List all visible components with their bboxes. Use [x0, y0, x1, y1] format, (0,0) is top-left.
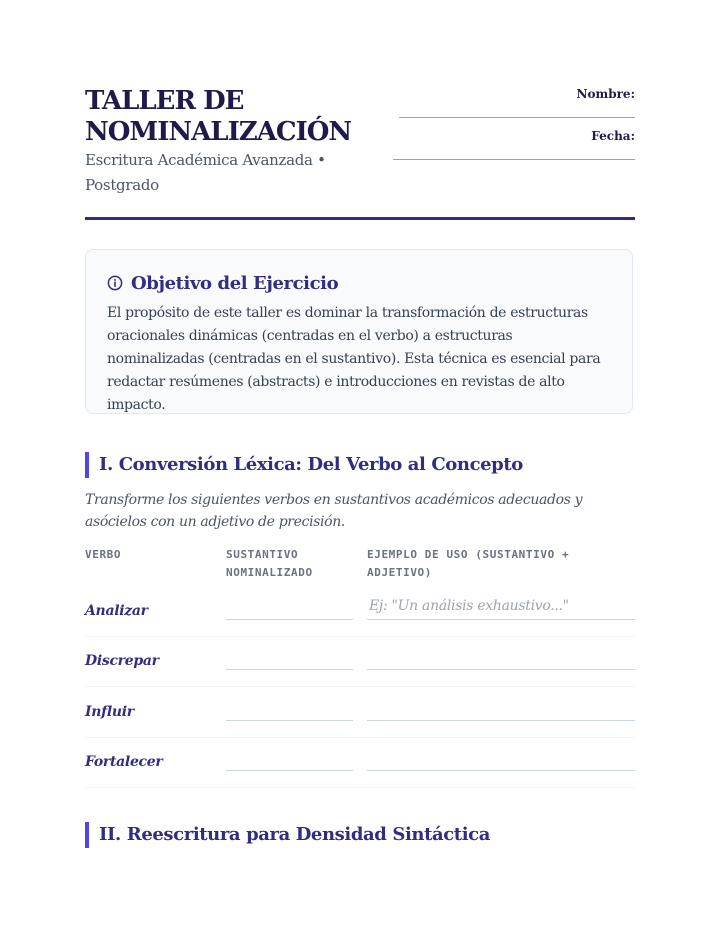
column-header-verb: VERBO	[85, 548, 122, 561]
verb-cell: Fortalecer	[85, 754, 163, 770]
date-field[interactable]	[393, 159, 635, 160]
example-input[interactable]	[367, 642, 635, 670]
section-1-heading	[85, 452, 635, 478]
info-icon	[107, 275, 123, 291]
verb-cell: Influir	[85, 704, 134, 720]
table-row	[85, 637, 635, 687]
example-input[interactable]	[367, 592, 635, 620]
name-label: Nombre:	[576, 87, 635, 101]
worksheet-header	[85, 86, 635, 222]
name-field[interactable]	[399, 117, 635, 118]
date-label: Fecha:	[591, 129, 635, 143]
column-header-example: EJEMPLO DE USO (SUSTANTIVO + ADJETIVO)	[367, 548, 570, 579]
example-input[interactable]	[367, 743, 635, 771]
column-header-noun: SUSTANTIVO NOMINALIZADO	[226, 548, 313, 579]
noun-input[interactable]	[226, 693, 353, 721]
section-1-instruction: Transforme los siguientes verbos en sustantivos académicos adecuados y asócielos con un adjetivo de precisión.	[85, 492, 583, 530]
example-input[interactable]	[367, 693, 635, 721]
verb-cell: Discrepar	[85, 653, 159, 669]
section-1-title: I. Conversión Léxica: Del Verbo al Concepto	[99, 454, 523, 475]
worksheet-page	[85, 86, 635, 845]
table-row	[85, 587, 635, 637]
verb-cell: Analizar	[85, 603, 148, 619]
objective-heading	[107, 270, 611, 296]
header-divider	[85, 217, 635, 220]
page-subtitle: Escritura Académica Avanzada • Postgrado	[85, 151, 326, 194]
noun-input[interactable]	[226, 743, 353, 771]
table-row	[85, 688, 635, 738]
noun-input[interactable]	[226, 642, 353, 670]
objective-box	[85, 249, 633, 414]
section-2-title: II. Reescritura para Densidad Sintáctica	[99, 824, 490, 845]
section-2-heading	[85, 822, 635, 848]
noun-input[interactable]	[226, 592, 353, 620]
objective-title: Objetivo del Ejercicio	[131, 272, 339, 294]
table-row	[85, 738, 635, 788]
objective-text: El propósito de este taller es dominar la transformación de estructuras oracionales dinámicas (centradas en el verbo) a estructuras nominalizadas (centradas en el sustantivo). Esta técnica es esencial para redactar resúmenes (abstracts) e introducciones en revistas de alto impacto.	[107, 305, 601, 413]
page-title: TALLER DE NOMINALIZACIÓN	[85, 86, 352, 147]
